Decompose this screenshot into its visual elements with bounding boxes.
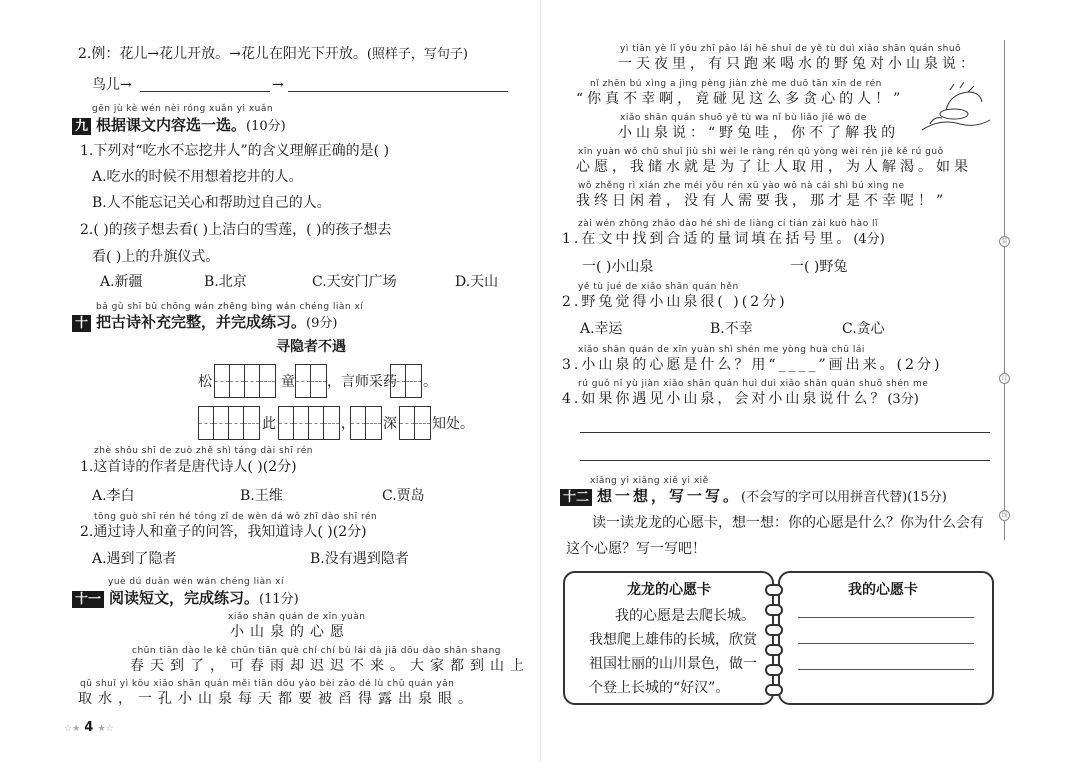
poem-text: 。 — [423, 374, 437, 390]
q2-bird-label: 鸟儿→ — [92, 77, 132, 93]
q1: 1.在文中找到合适的量词填在括号里。(4分) — [562, 231, 885, 247]
story-text: 小山泉说：“野兔哇，你不了解我的 — [618, 125, 900, 141]
my-wish-card — [778, 571, 994, 705]
q3-pinyin: xiǎo shān quán de xīn yuàn shì shén me yòng huà chū lái — [578, 345, 865, 355]
poem-blank-box[interactable] — [350, 406, 382, 440]
binder-ring-icon — [765, 584, 783, 596]
sec10-q2-pinyin: tōng guò shī rén hé tóng zǐ de wèn dá wǒ zhī dào shī rén — [94, 512, 378, 522]
sec9-q2-line2: 看( )上的升旗仪式。 — [92, 249, 220, 265]
section-badge: 十二 — [560, 489, 592, 506]
poem-blank-box[interactable] — [214, 364, 276, 398]
binder-ring-icon — [765, 644, 783, 656]
sec12-header: 十二 想一想，写一写。(不会写的字可以用拼音代替)(15分) — [560, 487, 947, 507]
sec10-q2-option[interactable]: A.遇到了隐者 — [92, 551, 177, 567]
q1-pinyin: zài wén zhōng zhǎo dào hé shì de liàng cí tián zài kuò hào lǐ — [578, 219, 879, 229]
section-title: 阅读短文，完成练习。 — [109, 589, 260, 607]
answer-line[interactable] — [580, 432, 990, 433]
story-pinyin: wǒ zhěng rì xián zhe méi yǒu rén xū yào wǒ nà cái shì bú xìng ne — [578, 181, 905, 191]
sec11-header: 十一 阅读短文，完成练习。(11分) — [72, 589, 299, 609]
sec9-q1: 1.下列对“吃水不忘挖井人”的含义理解正确的是( ) — [80, 143, 390, 159]
sec9-pinyin: gēn jù kè wén nèi róng xuǎn yi xuǎn — [92, 104, 274, 114]
sec9-header: 九 根据课文内容选一选。(10分) — [72, 116, 286, 136]
poem-blank-box[interactable] — [278, 406, 340, 440]
story-pinyin: qǔ shuǐ yì kǒu xiǎo shān quán měi tiān dōu yào bèi zǎo dé lù chū quán yǎn — [80, 679, 455, 689]
page-spine — [540, 0, 541, 762]
card-title: 龙龙的心愿卡 — [627, 582, 711, 598]
section-badge: 十 — [72, 315, 91, 332]
star-icon: ★☆ — [97, 724, 114, 734]
story-title-pinyin: xiǎo shān quán de xīn yuàn — [228, 612, 366, 622]
poem-blank-box[interactable] — [390, 364, 422, 398]
sec9-q2-line1: 2.( )的孩子想去看( )上洁白的雪莲，( )的孩子想去 — [80, 222, 392, 238]
binding-mark: 订 — [999, 373, 1010, 384]
sec9-option[interactable]: D.天山 — [455, 274, 499, 290]
story-pinyin: yì tiān yè lǐ yǒu zhī pǎo lái hē shuǐ de yě tù duì xiǎo shān quán shuō — [620, 44, 962, 54]
poem-title: 寻隐者不遇 — [276, 339, 346, 355]
q2-option[interactable]: A.幸运 — [580, 321, 623, 337]
sec9-option[interactable]: B.北京 — [204, 274, 247, 290]
story-pinyin: xīn yuàn wǒ chǔ shuǐ jiù shì wèi le ràng rén qǔ yòng wèi rén jiě kě rú guǒ — [578, 147, 944, 157]
longlong-wish-card — [563, 571, 774, 705]
sec10-q1-option[interactable]: B.王维 — [240, 488, 283, 504]
sec12-intro: 这个心愿？写一写吧！ — [566, 541, 706, 557]
section-badge: 十一 — [72, 591, 104, 608]
write-line[interactable] — [798, 643, 974, 644]
sec10-q1-pinyin: zhè shǒu shī de zuò zhě shì táng dài shī rén — [94, 446, 313, 456]
answer-line[interactable] — [140, 91, 270, 92]
sec9-option[interactable]: C.天安门广场 — [312, 274, 397, 290]
poem-blank-box[interactable] — [399, 406, 431, 440]
poem-char: 此 — [262, 416, 276, 432]
binding-mark: 装 — [999, 236, 1010, 247]
binder-ring-icon — [765, 624, 783, 636]
q1-blank[interactable]: 一( )野兔 — [790, 259, 848, 275]
sec9-q1-option-a[interactable]: A.吃水的时候不用想着挖井的人。 — [92, 169, 303, 185]
q1-blank[interactable]: 一( )小山泉 — [582, 259, 654, 275]
story-pinyin: nǐ zhēn bú xìng a jìng pèng jiàn zhè me duō tān xīn de rén — [590, 79, 882, 89]
story-pinyin: chūn tiān dào le kě chūn tiān què chí chí bù lái dà jiā dōu dào shān shang — [132, 646, 501, 656]
poem-text: ，言师采药 — [327, 374, 397, 390]
q2-pinyin: yě tù jué de xiǎo shān quán hěn — [578, 282, 739, 292]
binder-ring-icon — [765, 604, 783, 616]
section-badge: 九 — [72, 118, 91, 135]
q4: 4.如果你遇见小山泉，会对小山泉说什么？(3分) — [562, 391, 919, 407]
card-text: 我想爬上雄伟的长城，欣赏 — [589, 632, 757, 648]
story-text: “你真不幸啊，竟碰见这么多贪心的人！” — [576, 91, 905, 107]
q2-example: 2.例：花儿→花儿开放。→花儿在阳光下开放。(照样子，写句子) — [78, 46, 468, 62]
q3: 3.小山泉的心愿是什么？用“____”画出来。(2分) — [562, 357, 943, 373]
binder-ring-icon — [765, 664, 783, 676]
poem-char: ， — [341, 416, 355, 432]
story-text: 春天到了，可春雨却迟迟不来。大家都到山上 — [130, 658, 530, 674]
story-pinyin: xiǎo shān quán shuō yě tù wa nǐ bù liǎo jiě wǒ de — [620, 113, 867, 123]
q4-pinyin: rú guǒ nǐ yù jiàn xiǎo shān quán huì duì xiǎo shān quán shuō shén me — [578, 379, 929, 389]
sec10-q2: 2.通过诗人和童子的问答，我知道诗人( )(2分) — [80, 524, 367, 540]
sec10-q1-option[interactable]: C.贾岛 — [382, 488, 425, 504]
poem-blank-box[interactable] — [198, 406, 260, 440]
story-text: 心愿，我储水就是为了让人取用，为人解渴。如果 — [576, 159, 972, 175]
page-footer — [64, 720, 114, 735]
sec10-q1: 1.这首诗的作者是唐代诗人( )(2分) — [80, 459, 297, 475]
poem-text: 知处。 — [432, 416, 474, 432]
binder-ring-icon — [765, 684, 783, 696]
sec10-header: 十 把古诗补充完整，并完成练习。(9分) — [72, 313, 337, 333]
q2-option[interactable]: C.贪心 — [842, 321, 885, 337]
binding-mark: 线 — [999, 510, 1010, 521]
page-number: 4 — [84, 720, 94, 735]
section-title: 根据课文内容选一选。 — [96, 116, 247, 134]
sec12-pinyin: xiǎng yi xiǎng xiě yi xiě — [590, 476, 709, 486]
q2-option[interactable]: B.不幸 — [710, 321, 753, 337]
answer-line[interactable] — [580, 460, 990, 461]
card-title: 我的心愿卡 — [848, 582, 918, 598]
sec12-intro: 读一读龙龙的心愿卡，想一想：你的心愿是什么？你为什么会有 — [592, 515, 984, 531]
sec9-option[interactable]: A.新疆 — [100, 274, 143, 290]
story-text: 取水，一孔小山泉每天都要被舀得露出泉眼。 — [78, 691, 478, 707]
card-text: 祖国壮丽的山川景色，做一 — [589, 656, 757, 672]
sec10-pinyin: bǎ gǔ shī bǔ chōng wán zhěng bìng wán chéng liàn xí — [96, 302, 364, 312]
story-text: 我终日闲着，没有人需要我，那才是不幸呢！” — [576, 193, 948, 209]
write-line[interactable] — [798, 669, 974, 670]
sec9-q1-option-b[interactable]: B.人不能忘记关心和帮助过自己的人。 — [92, 195, 331, 211]
section-title: 把古诗补充完整，并完成练习。 — [96, 313, 307, 331]
answer-line[interactable] — [288, 91, 508, 92]
spring-illustration-icon — [920, 80, 992, 134]
poem-blank-box[interactable] — [295, 364, 327, 398]
poem-char: 深 — [383, 416, 397, 432]
sec10-q2-option[interactable]: B.没有遇到隐者 — [310, 551, 409, 567]
sec11-pinyin: yuè dú duǎn wén wán chéng liàn xí — [108, 577, 284, 587]
card-text: 我的心愿是去爬长城。 — [615, 608, 755, 624]
poem-char: 松 — [198, 374, 212, 390]
story-title: 小山泉的心愿 — [230, 624, 350, 640]
binding-line — [1004, 40, 1005, 540]
write-line[interactable] — [798, 617, 974, 618]
q2: 2.野兔觉得小山泉很( )(2分) — [562, 294, 788, 310]
poem-char: 童 — [281, 374, 295, 390]
star-icon: ☆★ — [64, 724, 81, 734]
card-text: 个登上长城的“好汉”。 — [589, 680, 730, 696]
story-text: 一天夜里，有只跑来喝水的野兔对小山泉说： — [618, 56, 978, 72]
sec10-q1-option[interactable]: A.李白 — [92, 488, 135, 504]
